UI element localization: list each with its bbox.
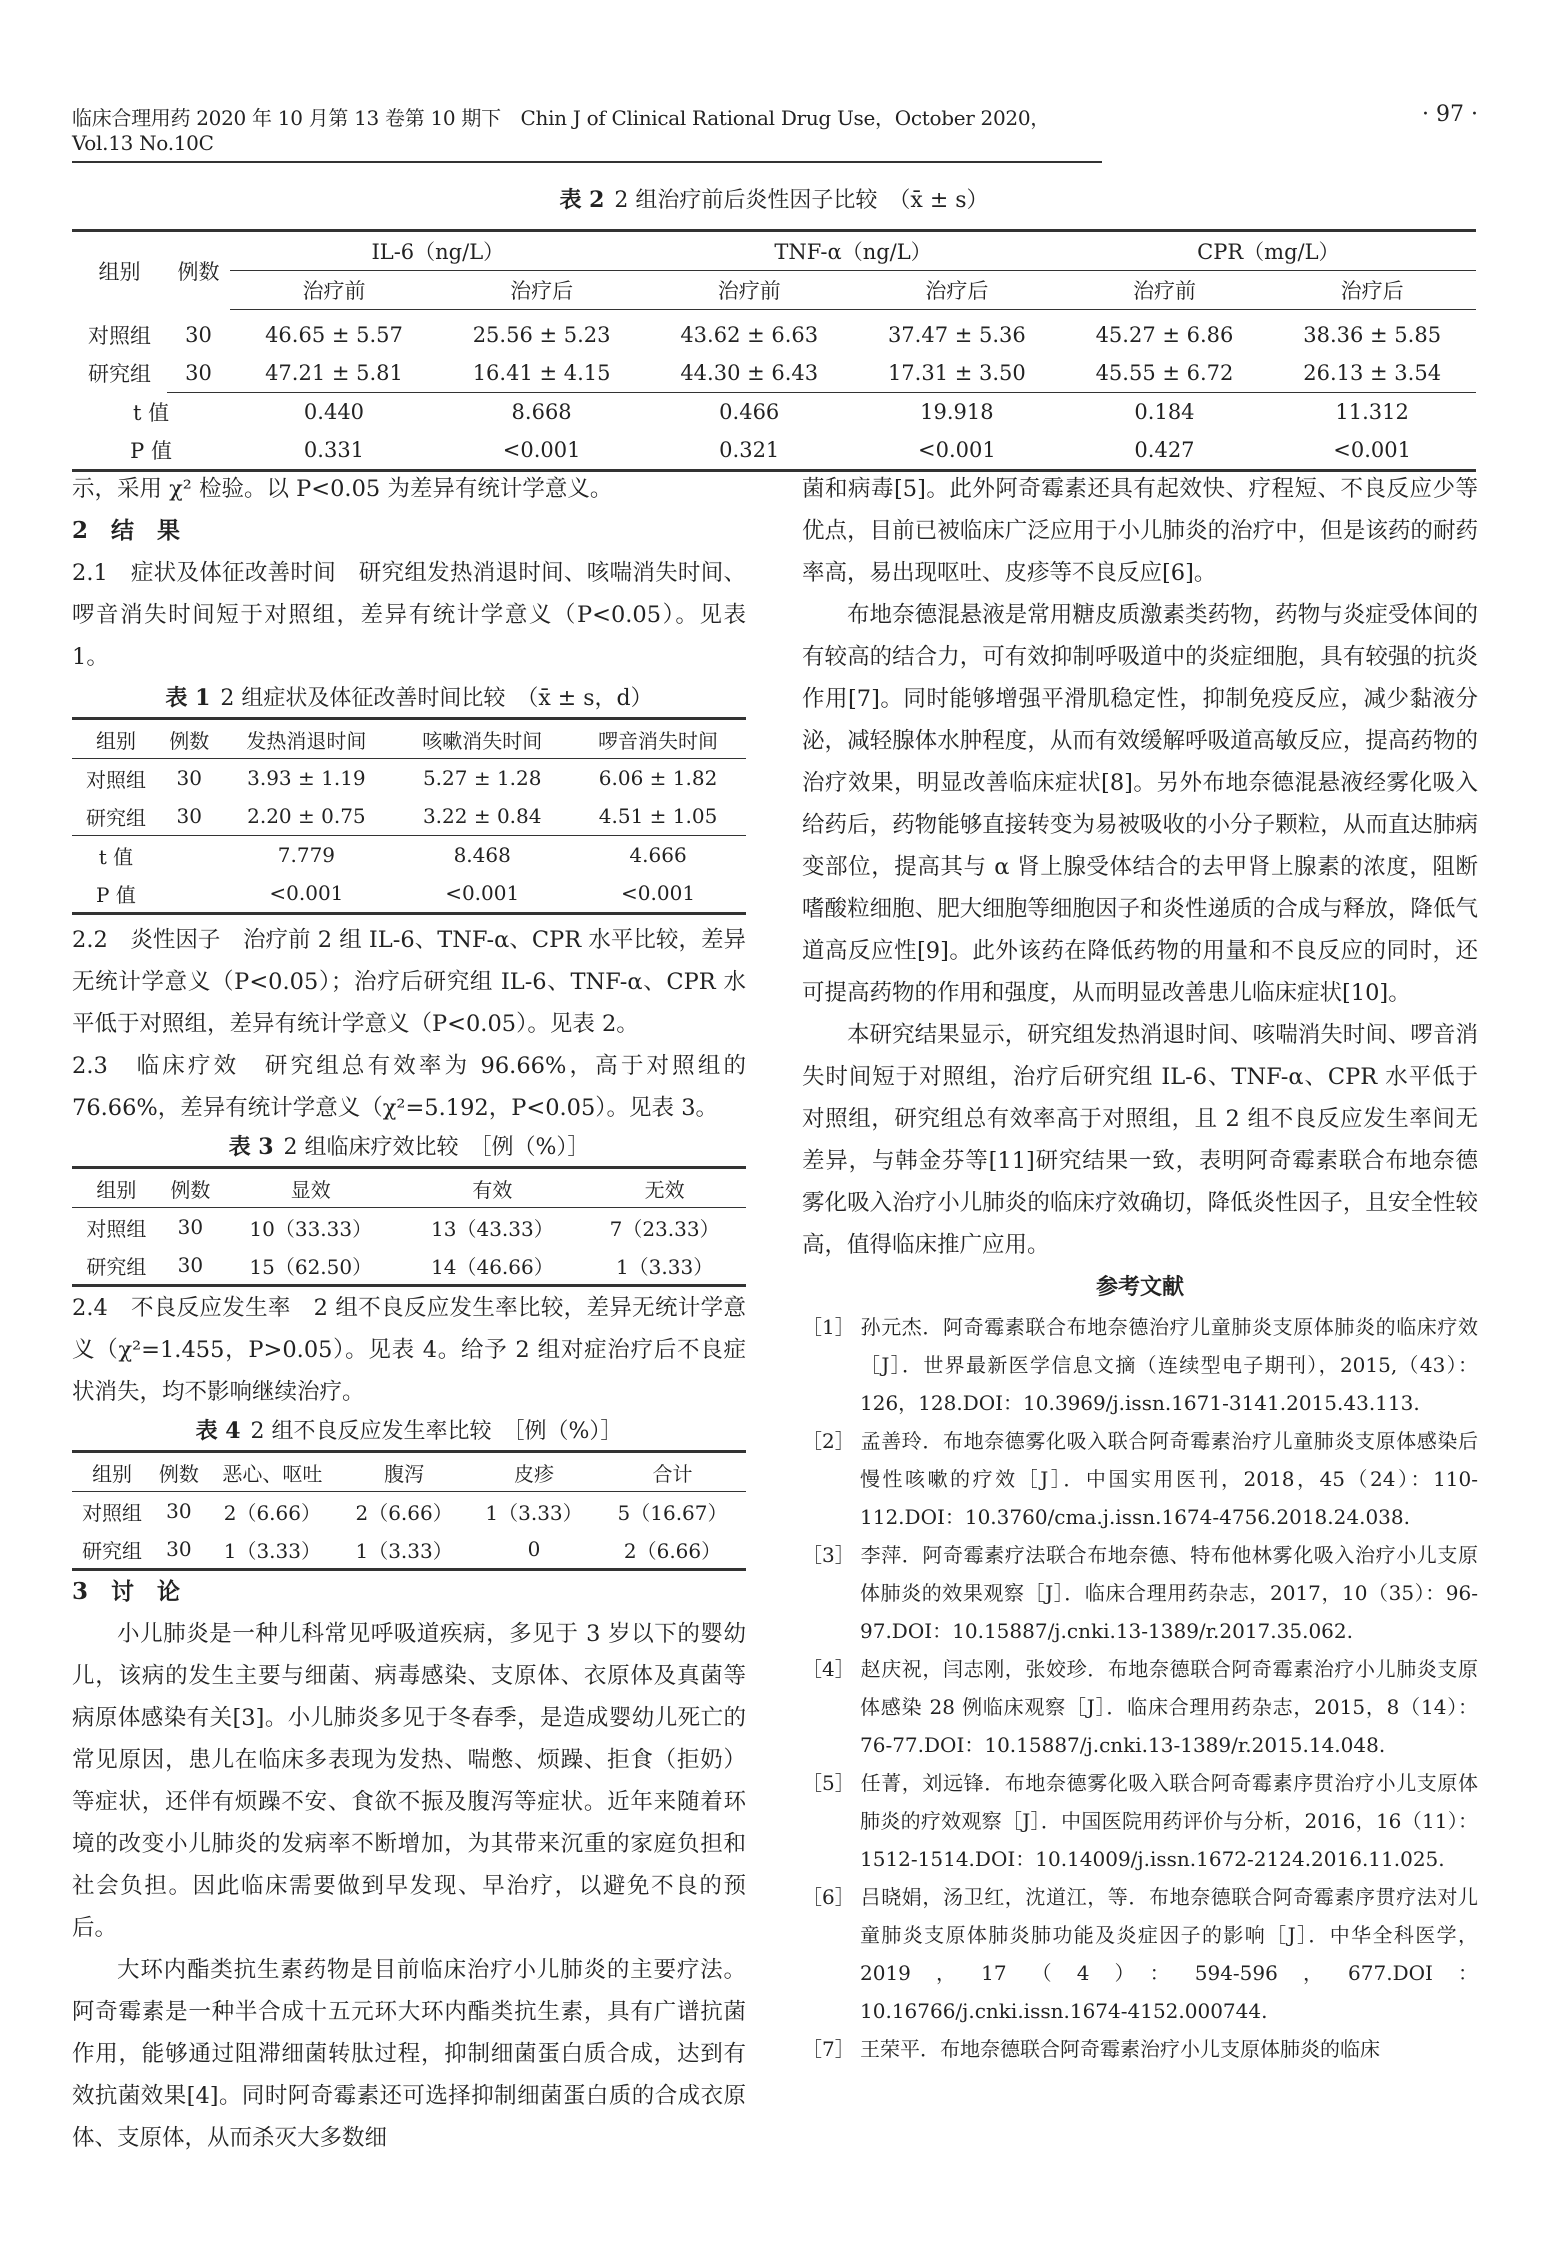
- table-cell: 3.22 ± 0.84: [394, 797, 570, 836]
- table-cell: <0.001: [1333, 438, 1411, 462]
- table-title-text: 2 组不良反应发生率比较 ［例（%）］: [250, 1419, 623, 1444]
- reference-item: [802, 1650, 1478, 1764]
- paragraph: 布地奈德混悬液是常用糖皮质激素类药物，药物与炎症受体间的有较高的结合力，可有效抑制呼吸道中的炎症细胞，具有较强的抗炎作用[7]。同时能够增强平滑肌稳定性，抑制免疫反应，减少黏液分泌，减轻腺体水肿程度，从而有效缓解呼吸道高敏反应，提高药物的治疗效果，明显改善临床症状[8]。另外布地奈德混悬液经雾化吸入给药后，药物能够直接转变为易被吸收的小分子颗粒，从而直达肺病变部位，提高其与 α 肾上腺受体结合的去甲肾上腺素的浓度，阻断嗜酸粒细胞、肥大细胞等细胞因子和炎性递质的合成与释放，降低气道高反应性[9]。此外该药在降低药物的用量和不良反应的同时，还可提高药物的作用和强度，从而明显改善患儿临床症状[10]。: [802, 602, 1478, 1006]
- reference-list: [802, 1308, 1478, 2068]
- col-header: 例数: [152, 1452, 205, 1492]
- reference-text: 赵庆祝，闫志刚，张姣珍．布地奈德联合阿奇霉素治疗小儿肺炎支原体感染 28 例临床观察［J］．临床合理用药杂志，2015，8（14）：76-77.DOI：10.15887/j.cnki.13-1389/r.2015.14.048.: [860, 1657, 1478, 1757]
- table-cell: 10（33.33）: [249, 1216, 373, 1241]
- reference-number: ［4］: [802, 1657, 855, 1681]
- table-cell: 0: [527, 1537, 541, 1561]
- table-2-title: [72, 182, 1476, 219]
- paragraph: 2.4 不良反应发生率 2 组不良反应发生率比较，差异无统计学意义（χ²=1.455，P>0.05）。见表 4。给予 2 组对症治疗后不良症状消失，均不影响继续治疗。: [72, 1295, 746, 1405]
- reference-item: [802, 2030, 1478, 2068]
- reference-text: 王荣平．布地奈德联合阿奇霉素治疗小儿支原体肺炎的临床: [860, 2037, 1380, 2061]
- table-cell: 7（23.33）: [609, 1216, 720, 1241]
- reference-number: ［3］: [802, 1543, 855, 1567]
- table-cell: 1（3.33）: [355, 1538, 453, 1563]
- reference-number: ［6］: [802, 1885, 855, 1909]
- table-row: [72, 1492, 746, 1531]
- col-group-header: IL-6（ng/L）: [230, 231, 645, 271]
- col-header: 合计: [599, 1452, 746, 1492]
- table-cell: 8.468: [453, 843, 511, 867]
- table-cell: 2（6.66）: [223, 1500, 321, 1525]
- col-header: 治疗后: [1268, 271, 1476, 310]
- table-cell: 研究组: [87, 362, 151, 387]
- paragraph: 大环内酯类抗生素药物是目前临床治疗小儿肺炎的主要疗法。阿奇霉素是一种半合成十五元环大环内酯类抗生素，具有广谱抗菌作用，能够通过阻滞细菌转肽过程，抑制细菌蛋白质合成，达到有效抗菌效果[4]。同时阿奇霉素还可选择抑制细菌蛋白质的合成衣原体、支原体，从而杀灭大多数细: [72, 1957, 746, 2151]
- reference-text: 李萍．阿奇霉素疗法联合布地奈德、特布他林雾化吸入治疗小儿支原体肺炎的效果观察［J］．临床合理用药杂志，2017，10（35）：96-97.DOI：10.15887/j.cnki.13-1389/r.2017.35.062.: [860, 1543, 1478, 1643]
- table-cell: 研究组: [86, 1254, 147, 1279]
- table-cell: 15（62.50）: [249, 1254, 373, 1279]
- table-cell: 37.47 ± 5.36: [887, 323, 1026, 347]
- table-cell: 0.427: [1134, 438, 1195, 462]
- table-cell: 43.62 ± 6.63: [680, 323, 819, 347]
- table-cell: 30: [176, 766, 202, 790]
- table-cell: 30: [185, 322, 212, 347]
- table-cell: 30: [166, 1499, 192, 1523]
- table-row: [72, 1530, 746, 1570]
- table-cell: 38.36 ± 5.85: [1303, 323, 1442, 347]
- table-3-title: [72, 1129, 746, 1166]
- table-cell: 研究组: [82, 1538, 143, 1563]
- table-cell: 5.27 ± 1.28: [422, 766, 542, 790]
- table-2: [72, 182, 1476, 472]
- table-cell: 对照组: [85, 767, 146, 792]
- table-cell: 1（3.33）: [615, 1254, 714, 1279]
- table-cell: 对照组: [86, 1216, 147, 1241]
- table-cell: <0.001: [269, 881, 344, 905]
- col-header: 治疗前: [645, 271, 853, 310]
- table-header-row: [72, 1168, 746, 1208]
- table-cell: 26.13 ± 3.54: [1268, 354, 1476, 393]
- table-cell: 对照组: [82, 1500, 143, 1525]
- reference-text: 任菁，刘远锋．布地奈德雾化吸入联合阿奇霉素序贯治疗小儿支原体肺炎的疗效观察［J］．中国医院用药评价与分析，2016，16（11）：1512-1514.DOI：10.14009/j.issn.1672-2124.2016.11.025.: [860, 1771, 1478, 1871]
- table-row: [72, 1246, 746, 1286]
- col-header: 组别: [72, 719, 160, 759]
- col-header: 腹泻: [339, 1452, 469, 1492]
- table-3-grid: [72, 1166, 746, 1287]
- table-label: 表 2: [559, 187, 605, 213]
- table-3: [72, 1129, 746, 1287]
- table-cell: 30: [177, 1253, 204, 1277]
- table-cell: 47.21 ± 5.81: [230, 354, 438, 393]
- table-row: [72, 393, 1476, 432]
- table-cell: 46.65 ± 5.57: [265, 323, 403, 347]
- table-cell: 11.312: [1335, 400, 1409, 424]
- col-header: 例数: [161, 1168, 220, 1208]
- table-1-title: [72, 680, 746, 717]
- table-cell: 7.779: [277, 843, 336, 867]
- col-header: 例数: [177, 259, 220, 284]
- running-header: 临床合理用药 2020 年 10 月第 13 卷第 10 期下 Chin J of Clinical Rational Drug Use，October 2020，Vol.13 No.10C: [72, 102, 1102, 163]
- paragraph: 2.2 炎性因子 治疗前 2 组 IL-6、TNF-α、CPR 水平比较，差异无统计学意义（P<0.05）；治疗后研究组 IL-6、TNF-α、CPR 水平低于对照组，差异有统计学意义（P<0.05）。见表 2。: [72, 927, 746, 1037]
- table-cell: t 值: [133, 401, 170, 425]
- table-header-row: [72, 719, 746, 759]
- table-cell: 44.30 ± 6.43: [645, 354, 853, 393]
- table-cell: 研究组: [72, 797, 160, 836]
- table-4-grid: [72, 1450, 746, 1571]
- col-header: 皮疹: [469, 1452, 599, 1492]
- table-cell: 4.51 ± 1.05: [570, 797, 746, 836]
- col-header: 发热消退时间: [219, 719, 395, 759]
- table-cell: 1（3.33）: [485, 1500, 583, 1525]
- col-header: 啰音消失时间: [570, 719, 746, 759]
- table-cell: 45.27 ± 6.86: [1095, 323, 1234, 347]
- table-title-text: 2 组治疗前后炎性因子比较 （x̄ ± s）: [614, 188, 989, 213]
- table-cell: 2（6.66）: [623, 1538, 722, 1563]
- reference-number: ［1］: [802, 1315, 855, 1339]
- references-heading: 参考文献: [1095, 1274, 1184, 1300]
- table-cell: 30: [177, 1215, 204, 1239]
- paragraph: 本研究结果显示，研究组发热消退时间、咳喘消失时间、啰音消失时间短于对照组，治疗后研究组 IL-6、TNF-α、CPR 水平低于对照组，研究组总有效率高于对照组，且 2 组不良反应发生率间无差异，与韩金芬等[11]研究结果一致，表明阿奇霉素联合布地奈德雾化吸入治疗小儿肺炎的临床疗效确切，降低炎性因子，且安全性较高，值得临床推广应用。: [802, 1022, 1478, 1258]
- table-title-text: 2 组症状及体征改善时间比较 （x̄ ± s，d）: [220, 686, 653, 711]
- table-cell: 0.466: [719, 400, 780, 424]
- col-header: 有效: [402, 1168, 584, 1208]
- table-cell: <0.001: [621, 881, 696, 905]
- table-4-title: [72, 1413, 746, 1450]
- col-group-header: TNF-α（ng/L）: [645, 231, 1060, 271]
- table-cell: 2（6.66）: [355, 1500, 453, 1525]
- reference-text: 孟善玲．布地奈德雾化吸入联合阿奇霉素治疗儿童肺炎支原体感染后慢性咳嗽的疗效［J］．中国实用医刊，2018，45（24）：110-112.DOI：10.3760/cma.j.issn.1674-4756.2018.24.038.: [860, 1429, 1478, 1529]
- col-header: 治疗后: [438, 271, 646, 310]
- table-cell: <0.001: [918, 438, 996, 462]
- table-cell: 5（16.67）: [617, 1500, 728, 1525]
- table-cell: 30: [166, 1537, 192, 1561]
- paragraph: 示，采用 χ² 检验。以 P<0.05 为差异有统计学意义。: [72, 476, 613, 502]
- table-cell: P 值: [130, 439, 172, 463]
- col-header: 治疗前: [230, 271, 438, 310]
- table-cell: t 值: [98, 844, 134, 869]
- table-cell: 1（3.33）: [223, 1538, 321, 1563]
- col-header: 显效: [220, 1168, 402, 1208]
- table-cell: 4.666: [629, 843, 687, 867]
- table-cell: [160, 836, 219, 875]
- table-cell: 14（46.66）: [431, 1254, 554, 1279]
- right-column: [802, 468, 1478, 2068]
- table-cell: 45.55 ± 6.72: [1061, 354, 1269, 393]
- table-cell: 25.56 ± 5.23: [472, 323, 611, 347]
- reference-item: [802, 1536, 1478, 1650]
- reference-item: [802, 1422, 1478, 1536]
- reference-item: [802, 1308, 1478, 1422]
- col-header: 例数: [160, 719, 219, 759]
- col-header: 无效: [583, 1168, 746, 1208]
- col-header: 治疗后: [853, 271, 1061, 310]
- section-heading: 3 讨 论: [72, 1578, 181, 1605]
- col-header: 组别: [72, 1452, 152, 1492]
- paragraph: 2.3 临床疗效 研究组总有效率为 96.66%，高于对照组的 76.66%，差异有统计学意义（χ²=5.192，P<0.05）。见表 3。: [72, 1053, 746, 1121]
- table-cell: 0.184: [1134, 400, 1195, 424]
- table-cell: <0.001: [445, 881, 520, 905]
- table-row: [72, 310, 1476, 355]
- table-cell: 19.918: [920, 400, 994, 424]
- table-cell: 6.06 ± 1.82: [598, 766, 718, 790]
- page-number: · 97 ·: [1422, 102, 1478, 127]
- col-header: 组别: [98, 259, 141, 284]
- paragraph: 菌和病毒[5]。此外阿奇霉素还具有起效快、疗程短、不良反应少等优点，目前已被临床广泛应用于小儿肺炎的治疗中，但是该药的耐药率高，易出现呕吐、皮疹等不良反应[6]。: [802, 476, 1478, 586]
- table-1: [72, 680, 746, 915]
- table-label: 表 4: [195, 1418, 241, 1444]
- table-row: [72, 874, 746, 914]
- table-row: [72, 759, 746, 798]
- table-cell: 8.668: [511, 400, 572, 424]
- table-cell: 0.440: [303, 400, 365, 424]
- col-header: 组别: [72, 1168, 161, 1208]
- table-row: [72, 797, 746, 836]
- section-heading: 2 结 果: [72, 517, 181, 544]
- table-cell: 0.331: [303, 438, 365, 462]
- table-1-grid: [72, 717, 746, 915]
- table-label: 表 3: [228, 1134, 274, 1160]
- table-cell: 30: [160, 797, 219, 836]
- table-row: [72, 431, 1476, 471]
- table-header-row: [72, 1452, 746, 1492]
- reference-item: [802, 1878, 1478, 2030]
- reference-number: ［7］: [802, 2037, 855, 2061]
- reference-number: ［5］: [802, 1771, 855, 1795]
- table-row: [72, 836, 746, 875]
- reference-number: ［2］: [802, 1429, 855, 1453]
- table-cell: P 值: [96, 882, 136, 907]
- table-cell: <0.001: [502, 438, 581, 462]
- col-group-header: CPR（mg/L）: [1061, 231, 1476, 271]
- table-row: [72, 1208, 746, 1247]
- col-header: 治疗前: [1061, 271, 1269, 310]
- table-cell: 17.31 ± 3.50: [853, 354, 1061, 393]
- reference-text: 吕晓娟，汤卫红，沈道江，等．布地奈德联合阿奇霉素序贯疗法对儿童肺炎支原体肺炎肺功能及炎症因子的影响［J］．中华全科医学，2019，17（4）：594-596，677.DOI：10.16766/j.cnki.issn.1674-4152.000744.: [860, 1885, 1478, 2023]
- table-label: 表 1: [165, 685, 211, 711]
- table-cell: 16.41 ± 4.15: [438, 354, 646, 393]
- table-cell: 3.93 ± 1.19: [247, 766, 366, 790]
- paragraph: 2.1 症状及体征改善时间 研究组发热消退时间、咳喘消失时间、啰音消失时间短于对照组，差异有统计学意义（P<0.05）。见表 1。: [72, 560, 746, 670]
- table-cell: 2.20 ± 0.75: [219, 797, 395, 836]
- table-title-text: 2 组临床疗效比较 ［例（%）］: [283, 1135, 590, 1160]
- table-row: [72, 354, 1476, 393]
- table-4: [72, 1413, 746, 1571]
- reference-item: [802, 1764, 1478, 1878]
- table-cell: [160, 874, 219, 914]
- reference-text: 孙元杰．阿奇霉素联合布地奈德治疗儿童肺炎支原体肺炎的临床疗效［J］．世界最新医学信息文摘（连续型电子期刊），2015,（43）：126，128.DOI：10.3969/j.issn.1671-3141.2015.43.113.: [860, 1315, 1478, 1415]
- table-cell: 13（43.33）: [431, 1216, 554, 1241]
- paragraph: 小儿肺炎是一种儿科常见呼吸道疾病，多见于 3 岁以下的婴幼儿，该病的发生主要与细菌、病毒感染、支原体、衣原体及真菌等病原体感染有关[3]。小儿肺炎多见于冬春季，是造成婴幼儿死亡的常见原因，患儿在临床多表现为发热、喘憋、烦躁、拒食（拒奶）等症状，还伴有烦躁不安、食欲不振及腹泻等症状。近年来随着环境的改变小儿肺炎的发病率不断增加，为其带来沉重的家庭负担和社会负担。因此临床需要做到早发现、早治疗，以避免不良的预后。: [72, 1621, 746, 1941]
- table-cell: 0.321: [719, 438, 780, 462]
- left-column: [72, 468, 746, 2159]
- table-cell: 30: [167, 354, 230, 393]
- col-header: 恶心、呕吐: [206, 1452, 340, 1492]
- col-header: 咳嗽消失时间: [394, 719, 570, 759]
- table-cell: 对照组: [87, 323, 151, 348]
